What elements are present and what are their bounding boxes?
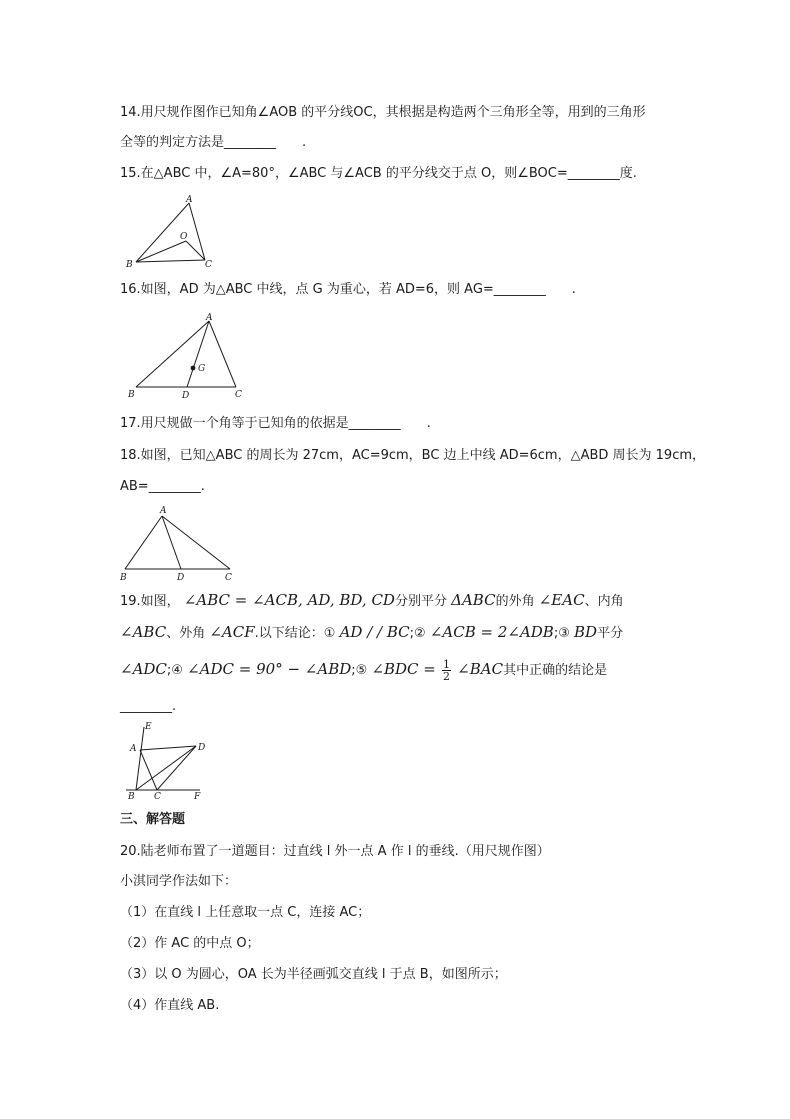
q19-l2-m1: ∠ABC [120,623,167,641]
q18-line2: AB=________. [120,479,205,494]
q19-figure [124,722,214,802]
q19-label-c: C [154,792,161,802]
q19-l1-m2: ΔABC [451,591,496,609]
q19-line2 [120,622,623,644]
q19-frac-num: 1 [443,658,451,671]
q19-l1-m3: ∠EAC [538,591,585,609]
q19-l3-m2: ∠ADC = 90° − ∠ABD [187,660,352,678]
q19-label-b: B [128,792,135,802]
q19-l2-m2: ∠ACF [209,623,255,641]
q19-l1-d: 、内角 [584,594,624,609]
q19-l3-m4: ∠BAC [457,660,504,678]
q18-figure [118,505,248,585]
q20-step1: （1）在直线 l 上任意取一点 C，连接 AC； [120,905,371,920]
q19-label-a: A [130,744,137,754]
q19-l3-b: ;⑤ [351,663,368,678]
section-heading: 三、解答题 [120,812,186,827]
q19-frac-den: 2 [443,670,451,683]
q14-line2: 全等的判定方法是________ . [120,135,307,150]
q19-label-d: D [198,743,206,753]
q16-text: 16.如图，AD 为△ABC 中线，点 G 为重心，若 AD=6，则 AG=________ . [120,282,576,297]
q17-text: 17.用尺规做一个角等于已知角的依据是________ . [120,416,431,431]
q19-l1-b: 分别平分 [394,594,447,609]
q19-l2-c: ;② [409,626,426,641]
q19-l3-m3: ∠BDC = [371,660,436,678]
q19-l3-a: ;④ [166,663,183,678]
q15-label-o: O [180,232,188,242]
q20-step4: （4）作直线 AB. [120,998,220,1013]
q16-label-a: A [206,313,213,323]
q18-label-d: D [177,573,185,583]
q15-figure [122,195,222,270]
q20-step3: （3）以 O 为圆心，OA 长为半径画弧交直线 l 于点 B，如图所示； [120,967,507,982]
q19-l1-a: 19.如图， [120,594,180,609]
q19-line3 [120,656,607,684]
q19-l2-m3: AD / / BC [339,623,410,641]
q19-label-e: E [145,722,152,732]
q19-l1-m1: ∠ABC = ∠ACB, AD, BD, CD [183,591,395,609]
q16-centroid-dot [191,366,196,371]
q14-line1: 14.用尺规作图作已知角∠AOB 的平分线OC，其根据是构造两个三角形全等，用到的三角形 [120,105,646,120]
q19-l3-m1: ∠ADC [120,660,167,678]
q18-label-c: C [225,573,232,583]
q15-label-a: A [186,195,193,205]
q20-step2: （2）作 AC 的中点 O； [120,936,260,951]
q16-label-c: C [235,390,242,400]
q20-line1: 20.陆老师布置了一道题目：过直线 l 外一点 A 作 l 的垂线.（用尺规作图） [120,844,550,859]
q15-label-b: B [126,260,133,270]
q19-l2-a: 、外角 [166,626,206,641]
q15-text: 15.在△ABC 中，∠A=80°，∠ABC 与∠ACB 的平分线交于点 O，则∠BOC=________度. [120,166,637,181]
q19-line4: ________. [120,699,177,714]
q16-label-d: D [182,391,190,401]
q18-label-b: B [120,573,127,583]
q16-label-g: G [198,364,206,374]
q19-l2-b: .以下结论：① [254,626,336,641]
q19-l2-e: 平分 [597,626,624,641]
q19-l2-d: ;③ [553,626,570,641]
q16-label-b: B [128,390,135,400]
q19-line1 [120,590,624,612]
q18-label-a: A [160,506,167,516]
q18-line1: 18.如图，已知△ABC 的周长为 27cm，AC=9cm，BC 边上中线 AD=6cm，△ABD 周长为 19cm， [120,448,706,463]
q19-l3-c: 其中正确的结论是 [503,663,608,678]
q19-fraction [442,659,451,682]
q19-l2-m4: ∠ACB = 2∠ADB [429,623,554,641]
q19-l2-m5: BD [574,623,598,641]
q15-label-c: C [205,260,212,270]
q16-figure [120,310,260,405]
q19-l1-c: 的外角 [495,594,535,609]
q20-line2: 小淇同学作法如下： [120,874,238,889]
q19-label-f: F [194,792,201,802]
